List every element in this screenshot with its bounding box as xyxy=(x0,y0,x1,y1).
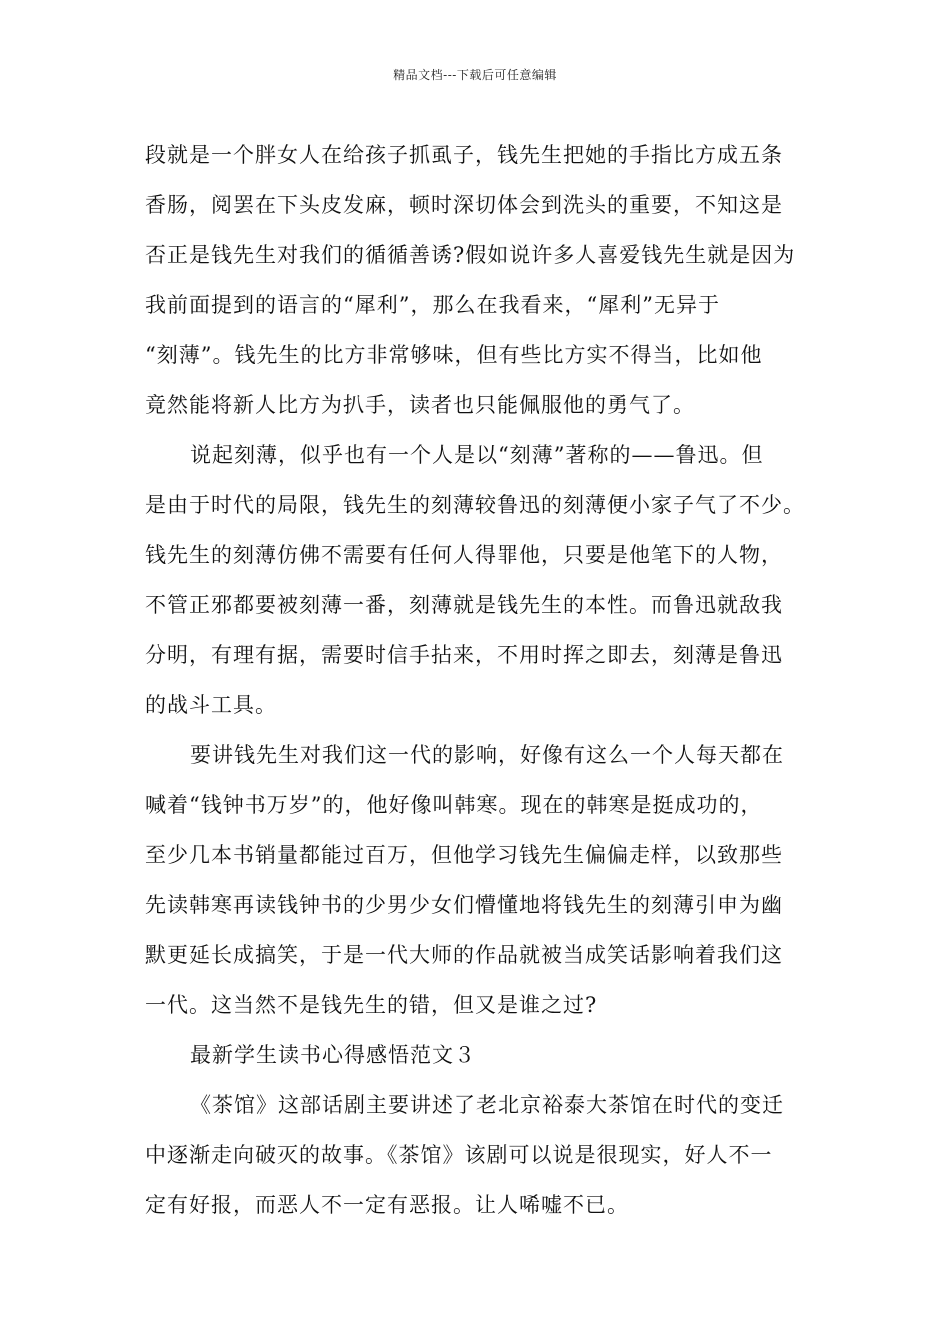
text-line: 钱先生的刻薄仿佛不需要有任何人得罪他，只要是他笔下的人物， xyxy=(145,543,783,567)
text-line: 要讲钱先生对我们这一代的影响，好像有这么一个人每天都在 xyxy=(190,743,784,767)
text-line: 默更延长成搞笑，于是一代大师的作品就被当成笑话影响着我们这 xyxy=(145,943,783,967)
text-line: 我前面提到的语言的“犀利”，那么在我看来，“犀利”无异于 xyxy=(145,293,720,317)
text-line: “刻薄”。钱先生的比方非常够味，但有些比方实不得当，比如他 xyxy=(145,343,763,367)
document-body xyxy=(145,130,820,1230)
text-line: 一代。这当然不是钱先生的错，但又是谁之过? xyxy=(145,993,598,1017)
text-line: 先读韩寒再读钱钟书的少男少女们懵懂地将钱先生的刻薄引申为幽 xyxy=(145,893,783,917)
text-line: 说起刻薄，似乎也有一个人是以“刻薄”著称的——鲁迅。但 xyxy=(190,443,764,467)
page-header: 精品文档---下载后可任意编辑 xyxy=(393,68,557,82)
text-line: 《茶馆》这部话剧主要讲述了老北京裕泰大茶馆在时代的变迁 xyxy=(190,1093,784,1117)
text-line: 是由于时代的局限，钱先生的刻薄较鲁迅的刻薄便小家子气了不少。 xyxy=(145,493,805,517)
text-line: 中逐渐走向破灭的故事。《茶馆》该剧可以说是很现实，好人不一 xyxy=(145,1143,773,1167)
paragraph-5 xyxy=(145,1080,820,1230)
text-line: 至少几本书销量都能过百万，但他学习钱先生偏偏走样，以致那些 xyxy=(145,843,783,867)
text-line: 分明，有理有据，需要时信手拈来，不用时挥之即去，刻薄是鲁迅 xyxy=(145,643,783,667)
text-line: 的战斗工具。 xyxy=(145,693,277,717)
paragraph-3 xyxy=(145,730,820,1030)
text-line: 否正是钱先生对我们的循循善诱?假如说许多人喜爱钱先生就是因为 xyxy=(145,243,796,267)
text-line: 定有好报，而恶人不一定有恶报。让人唏嘘不已。 xyxy=(145,1193,629,1217)
paragraph-1 xyxy=(145,130,820,430)
text-line: 段就是一个胖女人在给孩子抓虱子，钱先生把她的手指比方成五条 xyxy=(145,143,783,167)
section-heading xyxy=(145,1030,820,1080)
paragraph-2 xyxy=(145,430,820,730)
text-line: 喊着“钱钟书万岁”的，他好像叫韩寒。现在的韩寒是挺成功的， xyxy=(145,793,763,817)
heading-line: 最新学生读书心得感悟范文３ xyxy=(190,1043,476,1067)
text-line: 不管正邪都要被刻薄一番，刻薄就是钱先生的本性。而鲁迅就敌我 xyxy=(145,593,783,617)
text-line: 香肠，阅罢在下头皮发麻，顿时深切体会到洗头的重要，不知这是 xyxy=(145,193,783,217)
text-line: 竟然能将新人比方为扒手，读者也只能佩服他的勇气了。 xyxy=(145,393,695,417)
